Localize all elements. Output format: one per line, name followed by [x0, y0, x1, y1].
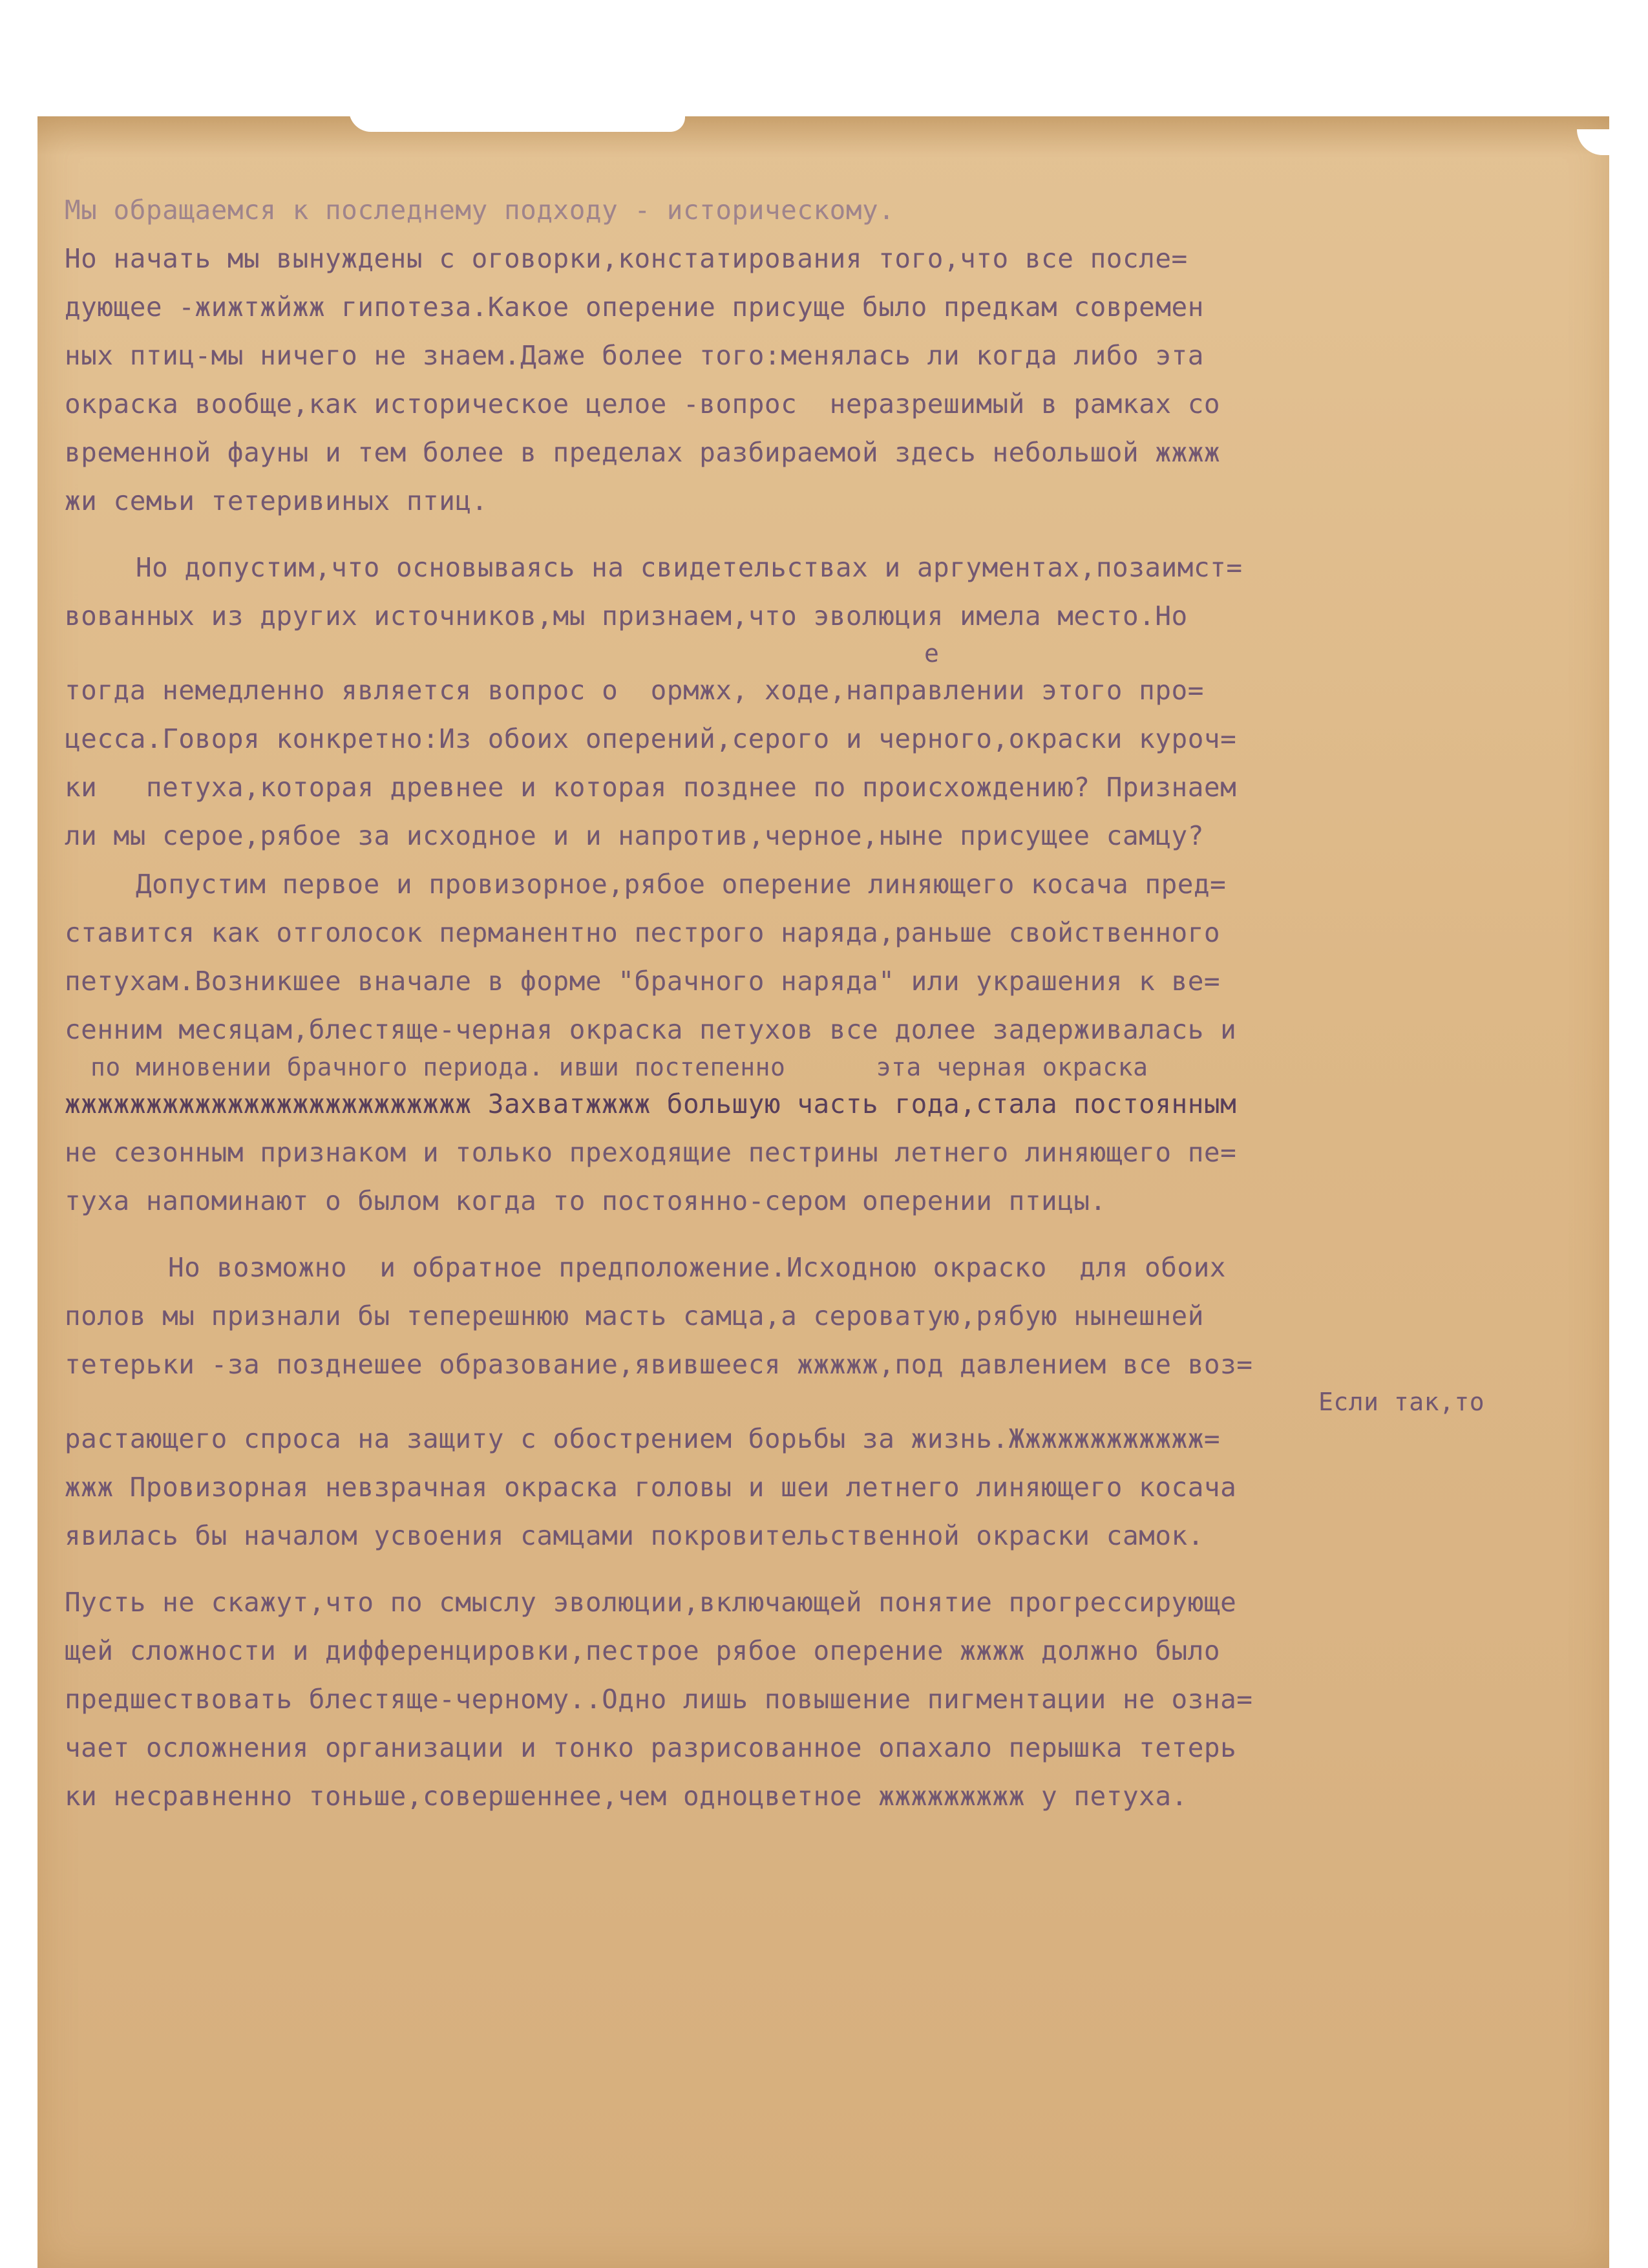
text-line: Но допустим,что основываясь на свидетельствах и аргументах,позаимст= — [136, 552, 1243, 583]
text-line: растающего спроса на защиту с обострением борьбы за жизнь.Жжжжжжжжжжжж= — [65, 1423, 1221, 1454]
text-line: полов мы признали бы теперешнюю масть самца,а сероватую,рябую нынешней — [65, 1300, 1204, 1331]
text-line: дующее -жижтжйжж гипотеза.Какое оперение присуще было предкам современ — [65, 291, 1204, 323]
text-line: Но начать мы вынуждены с оговорки,констатирования того,что все после= — [65, 243, 1188, 274]
text-line: тогда немедленно является вопрос о ормжх, ходе,направлении этого про= — [65, 675, 1204, 706]
text-line: временной фауны и тем более в пределах разбираемой здесь небольшой жжжж — [65, 437, 1221, 468]
text-line: вованных из других источников,мы признаем,что эволюция имела место.Но — [65, 600, 1188, 631]
typewritten-text — [65, 186, 1603, 1821]
text-line: окраска вообще,как историческое целое -вопрос неразрешимый в рамках со — [65, 388, 1221, 419]
text-line: явилась бы началом усвоения самцами покровительственной окраски самок. — [65, 1520, 1204, 1551]
text-line: ставится как отголосок перманентно пестрого наряда,раньше свойственного — [65, 917, 1221, 948]
text-line: ки петуха,которая древнее и которая позднее по происхождению? Признаем — [65, 772, 1237, 803]
text-line: Пусть не скажут,что по смыслу эволюции,включающей понятие прогрессирующе — [65, 1587, 1237, 1618]
text-line: ных птиц-мы ничего не знаем.Даже более того:менялась ли когда либо эта — [65, 340, 1204, 371]
text-line: цесса.Говоря конкретно:Из обоих оперений,серого и черного,окраски куроч= — [65, 723, 1237, 754]
text-line-insertion: Если так,то — [1318, 1388, 1485, 1416]
paper-top-edge-shadow — [37, 116, 1609, 155]
text-line: чает осложнения организации и тонко разрисованное опахало перышка тетерь — [65, 1732, 1237, 1763]
text-line: не сезонным признаком и только преходящие пестрины летнего линяющего пе= — [65, 1137, 1237, 1168]
text-line: тетерьки -за позднешее образование,явившееся жжжжж,под давлением все воз= — [65, 1349, 1253, 1380]
text-line: туха напоминают о былом когда то постоянно-сером оперении птицы. — [65, 1185, 1106, 1216]
text-line: жи семьи тетеривиных птиц. — [65, 485, 488, 516]
torn-edge-notch — [349, 110, 685, 132]
text-line: предшествовать блестяще-черному..Одно лишь повышение пигментации не озна= — [65, 1684, 1253, 1715]
text-line: жжж Провизорная невзрачная окраска головы и шеи летнего линяющего косача — [65, 1472, 1237, 1503]
text-line: щей сложности и дифференцировки,пестрое рябое оперение жжжж должно было — [65, 1635, 1221, 1666]
text-line-insertion: по миновении брачного периода. ивши постепенно эта черная окраска — [90, 1053, 1148, 1081]
text-line: петухам.Возникшее вначале в форме "брачного наряда" или украшения к ве= — [65, 966, 1221, 997]
text-line: Допустим первое и провизорное,рябое оперение линяющего косача пред= — [136, 869, 1227, 900]
text-line: ки несравненно тоньше,совершеннее,чем одноцветное жжжжжжжжж у петуха. — [65, 1781, 1188, 1812]
text-line: ли мы серое,рябое за исходное и и напротив,черное,ныне присущее самцу? — [65, 820, 1204, 851]
text-line: жжжжжжжжжжжжжжжжжжжжжжжжж Захватжжжж большую часть года,стала постоянным — [65, 1088, 1237, 1119]
text-line: Мы обращаемся к последнему подходу - историческому. — [65, 195, 895, 226]
text-line-insertion: е — [924, 639, 940, 668]
text-line: сенним месяцам,блестяще-черная окраска петухов все долее задерживалась и — [65, 1014, 1237, 1045]
text-line: Но возможно и обратное предположение.Исходною окраско для обоих — [168, 1252, 1226, 1283]
